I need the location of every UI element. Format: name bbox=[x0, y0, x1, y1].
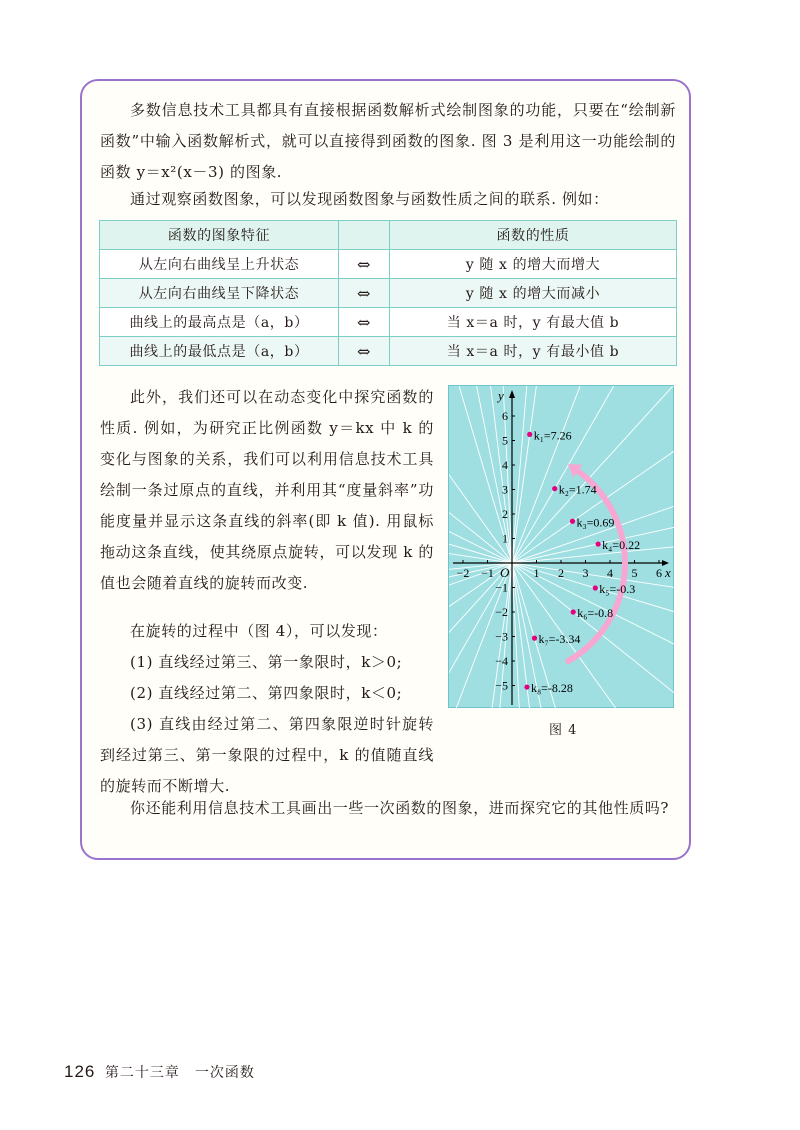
y-tick-label: 2 bbox=[502, 507, 508, 521]
table-cell-feature: 曲线上的最高点是（a，b） bbox=[100, 308, 339, 337]
table-header-feature: 函数的图象特征 bbox=[100, 221, 339, 250]
table-header-row bbox=[100, 221, 677, 250]
table-cell-property: y 随 x 的增大而增大 bbox=[390, 250, 677, 279]
slope-point bbox=[570, 519, 575, 524]
slope-label: k₂=1.74 bbox=[558, 482, 597, 497]
table-row bbox=[100, 250, 677, 279]
origin-label: O bbox=[500, 565, 510, 580]
paragraph-dynamic: 此外，我们还可以在动态变化中探究函数的性质. 例如，为研究正比例函数 y＝kx 中 k 的变化与图象的关系，我们可以利用信息技术工具绘制一条过原点的直线，并利用其“度量斜率”功能度量并显示这条直线的斜率(即 k 值). 用鼠标拖动这条直线，使其绕原点旋转，可以发现 k 的值也会随着直线的旋转而改变. bbox=[100, 388, 434, 592]
y-tick-label: 6 bbox=[502, 409, 508, 423]
paragraph-question: 你还能利用信息技术工具画出一些一次函数的图象，进而探究它的其他性质吗? bbox=[130, 799, 670, 817]
table-row bbox=[100, 279, 677, 308]
equivalence-arrow: ⇔ bbox=[339, 308, 390, 337]
paragraph-intro: 多数信息技术工具都具有直接根据函数解析式绘制图象的功能，只要在“绘制新函数”中输入函数解析式，就可以直接得到函数的图象. 图 3 是利用这一功能绘制的函数 y＝x²(x－3) 的图象. bbox=[100, 101, 676, 181]
y-tick-label: −2 bbox=[495, 605, 508, 619]
table-row bbox=[100, 308, 677, 337]
slope-point bbox=[527, 432, 532, 437]
slope-label: k₃=0.69 bbox=[576, 515, 615, 530]
slope-label: k₈=-8.28 bbox=[530, 681, 573, 696]
list-item: (3) 直线由经过第二、第四象限逆时针旋转到经过第三、第一象限的过程中，k 的值随直线的旋转而不断增大. bbox=[100, 715, 434, 795]
slope-point bbox=[524, 684, 529, 689]
equivalence-arrow: ⇔ bbox=[339, 279, 390, 308]
slope-point bbox=[571, 609, 576, 614]
y-tick-label: 3 bbox=[502, 482, 508, 497]
slope-point bbox=[552, 486, 557, 491]
x-axis-label: x bbox=[665, 565, 671, 580]
y-tick-label: −4 bbox=[495, 654, 508, 668]
table-header-property: 函数的性质 bbox=[390, 221, 677, 250]
table-cell-feature: 曲线上的最低点是（a，b） bbox=[100, 337, 339, 366]
x-tick-label: 5 bbox=[631, 566, 638, 580]
slope-label: k₄=0.22 bbox=[602, 538, 641, 553]
paragraph-observe: 通过观察函数图象，可以发现函数图象与函数性质之间的联系. 例如： bbox=[130, 190, 609, 208]
slope-label: k₅=-0.3 bbox=[599, 581, 636, 596]
slope-label: k₆=-0.8 bbox=[577, 605, 614, 620]
table-cell-feature: 从左向右曲线呈下降状态 bbox=[100, 279, 339, 308]
y-axis-arrow bbox=[509, 390, 515, 398]
list-item: (1) 直线经过第三、第一象限时，k＞0; bbox=[130, 653, 403, 671]
slope-label: k₁=7.26 bbox=[533, 428, 572, 443]
y-tick-label: −1 bbox=[495, 580, 508, 595]
table-row bbox=[100, 337, 677, 366]
list-item: (2) 直线经过第二、第四象限时，k＜0; bbox=[130, 684, 403, 702]
x-tick-label: −1 bbox=[481, 566, 494, 580]
x-tick-label: −2 bbox=[456, 566, 470, 580]
slope-point bbox=[593, 585, 598, 590]
equivalence-arrow: ⇔ bbox=[339, 337, 390, 366]
slope-graph bbox=[449, 386, 675, 709]
table-cell-feature: 从左向右曲线呈上升状态 bbox=[100, 250, 339, 279]
figure-caption: 图 4 bbox=[549, 723, 578, 738]
slope-label: k₇=-3.34 bbox=[538, 632, 581, 647]
x-tick-label: 6 bbox=[656, 566, 662, 580]
feature-property-table bbox=[99, 220, 677, 366]
page-footer bbox=[64, 1062, 255, 1082]
y-tick-label: 4 bbox=[502, 458, 508, 472]
table-cell-property: y 随 x 的增大而减小 bbox=[390, 279, 677, 308]
y-tick-label: 5 bbox=[502, 433, 508, 448]
y-tick-label: −5 bbox=[495, 678, 508, 693]
y-tick-label: −3 bbox=[495, 629, 508, 644]
y-tick-label: 1 bbox=[502, 531, 508, 546]
figure-4-slope-diagram bbox=[448, 385, 674, 708]
slope-point bbox=[532, 636, 537, 641]
x-tick-label: 3 bbox=[582, 566, 589, 580]
table-cell-property: 当 x＝a 时，y 有最大值 b bbox=[390, 308, 677, 337]
paragraph-rotation: 在旋转的过程中（图 4），可以发现： bbox=[130, 622, 388, 640]
table-cell-property: 当 x＝a 时，y 有最小值 b bbox=[390, 337, 677, 366]
x-tick-label: 1 bbox=[533, 566, 540, 580]
page-number: 126 bbox=[64, 1062, 96, 1081]
chapter-title: 第二十三章 一次函数 bbox=[104, 1065, 255, 1081]
x-tick-label: 4 bbox=[607, 566, 613, 580]
table-header-blank bbox=[339, 221, 390, 250]
y-axis-label: y bbox=[498, 388, 504, 403]
slope-point bbox=[596, 541, 601, 546]
equivalence-arrow: ⇔ bbox=[339, 250, 390, 279]
x-tick-label: 2 bbox=[558, 566, 564, 580]
